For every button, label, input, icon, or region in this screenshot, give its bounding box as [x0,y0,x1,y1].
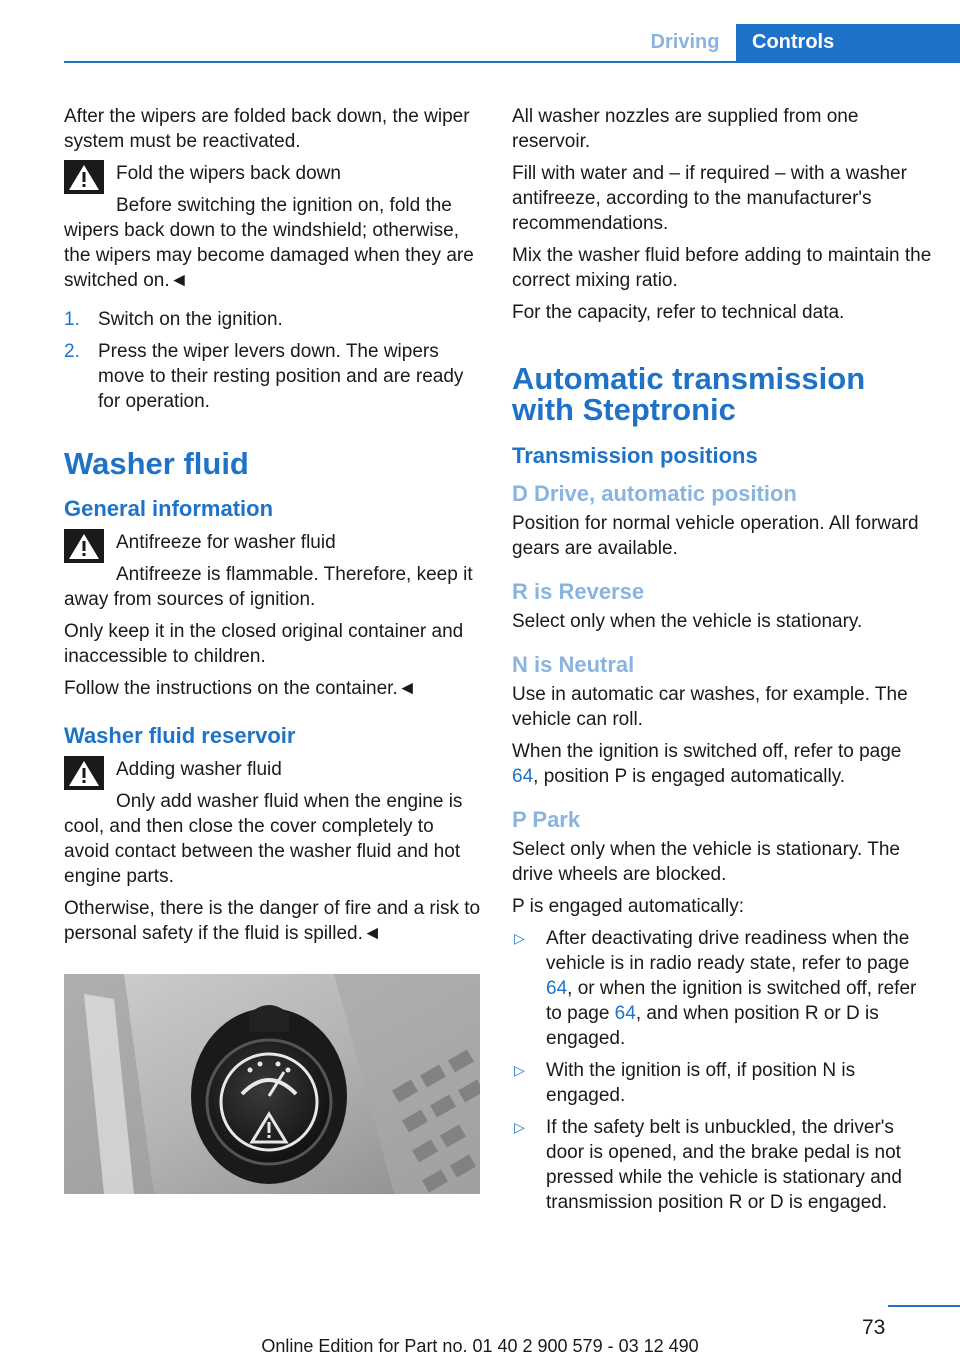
triangle-bullet-icon: ▷ [514,1062,525,1078]
text: With the ignition is off, if position N is engaged. [546,1060,856,1106]
tab-driving[interactable]: Driving [650,31,720,53]
step-number: 2. [64,341,80,362]
subheading-park: P Park [512,807,581,832]
subheading-transmission-positions: Transmission positions [512,443,758,468]
page-link[interactable]: 64 [512,766,534,787]
paragraph: For the capacity, refer to technical data. [512,302,845,323]
warning-body: Before switching the ignition on, fold the wipers back down to the windshield; otherwise, the wipers may become damaged when they are switched on.◄ [64,195,474,291]
list-item [512,1058,932,1108]
washer-cap-illustration [64,974,480,1194]
warning-block [64,757,482,889]
warning-title: Fold the wipers back down [116,163,341,184]
triangle-bullet-icon: ▷ [514,930,525,946]
warning-title: Antifreeze for washer fluid [116,532,336,553]
warning-block [64,161,482,293]
subheading-general-information: General information [64,496,274,521]
paragraph: Position for normal vehicle operation. All forward gears are available. [512,513,919,559]
paragraph: After the wipers are folded back down, the wiper system must be reactivated. [64,106,470,152]
paragraph: Mix the washer fluid before adding to maintain the correct mixing ratio. [512,245,932,291]
left-column [64,104,482,1194]
footer-rule [888,1305,960,1307]
paragraph: All washer nozzles are supplied from one reservoir. [512,106,859,152]
paragraph: Only keep it in the closed original container and inaccessible to children. [64,621,464,667]
section-heading-automatic-transmission: Automatic transmission with Steptronic [512,361,866,427]
warning-block [64,530,482,612]
subheading-drive: D Drive, automatic position [512,481,797,506]
step-number: 1. [64,309,80,330]
text: , or when the ignition is switched off, refer to page [546,978,917,1024]
step-text: Press the wiper levers down. The wipers move to their resting position and are ready for operation. [98,341,464,412]
text: If the safety belt is unbuckled, the driver's door is opened, and the brake pedal is not pressed while the vehicle is stationary and transmission position R or D is engaged. [546,1117,902,1213]
paragraph: Use in automatic car washes, for example. The vehicle can roll. [512,684,908,730]
page-link[interactable]: 64 [546,978,568,999]
text: When the ignition is switched off, refer to page [512,741,902,762]
text: , and when position R or D is engaged. [546,1003,879,1049]
paragraph: Otherwise, there is the danger of fire and a risk to personal safety if the fluid is spilled.◄ [64,898,481,944]
text: After deactivating drive readiness when the vehicle is in radio ready state, refer to page [546,928,910,974]
list-item [64,307,482,332]
header-rule [64,61,960,63]
warning-triangle-icon [64,160,104,194]
step-text: Switch on the ignition. [98,309,283,330]
triangle-bullet-icon: ▷ [514,1119,525,1135]
steps-list [64,307,482,414]
footer-edition-text: Online Edition for Part no. 01 40 2 900 579 - 03 12 490 [261,1336,699,1356]
subheading-neutral: N is Neutral [512,652,635,677]
warning-body: Only add washer fluid when the engine is cool, and then close the cover completely to avoid contact between the washer fluid and hot engine parts. [64,791,463,887]
paragraph: Select only when the vehicle is stationary. The drive wheels are blocked. [512,839,900,885]
page-number: 73 [862,1316,886,1339]
paragraph: Follow the instructions on the container.◄ [64,678,417,699]
paragraph: Fill with water and – if required – with a washer antifreeze, according to the manufacturer's recommendations. [512,163,907,234]
park-conditions-list [512,926,932,1215]
warning-title: Adding washer fluid [116,759,282,780]
warning-triangle-icon [64,756,104,790]
section-heading-washer-fluid: Washer fluid [64,446,249,481]
warning-body: Antifreeze is flammable. Therefore, keep it away from sources of ignition. [64,564,473,610]
list-item [512,926,932,1051]
page-link[interactable]: 64 [614,1003,636,1024]
text: , position P is engaged automatically. [533,766,846,787]
washer-reservoir-photo [64,974,480,1194]
warning-triangle-icon [64,529,104,563]
list-item [64,339,482,414]
paragraph [512,739,932,789]
paragraph: Select only when the vehicle is stationary. [512,611,863,632]
subheading-washer-fluid-reservoir: Washer fluid reservoir [64,723,296,748]
subheading-reverse: R is Reverse [512,579,645,604]
tab-controls[interactable]: Controls [736,24,960,61]
paragraph: P is engaged automatically: [512,896,745,917]
right-column [512,104,932,1222]
list-item [512,1115,932,1215]
